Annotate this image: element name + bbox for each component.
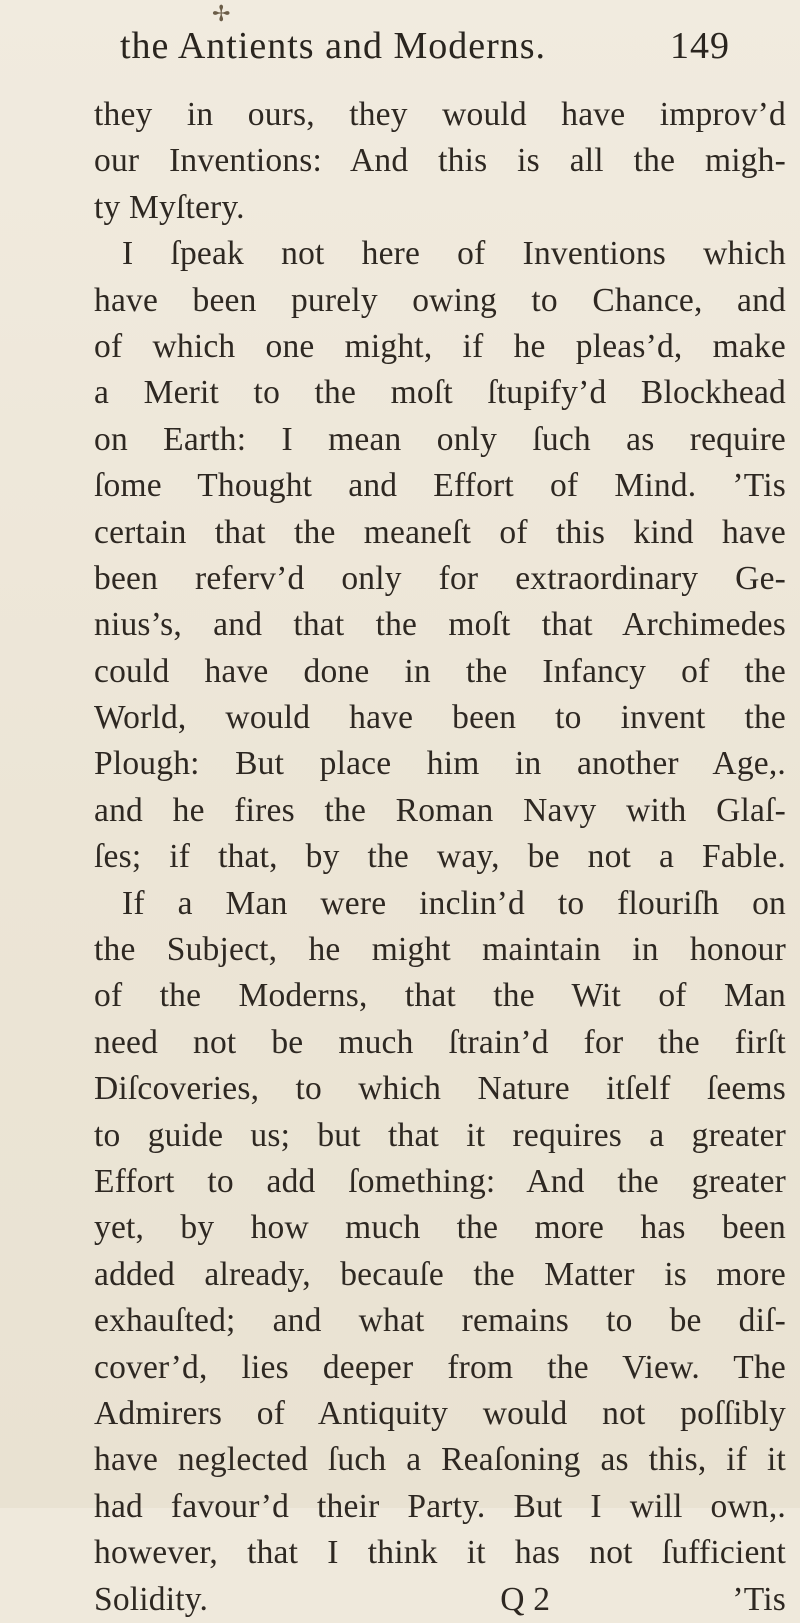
text-line: could have done in the Infancy of the: [94, 652, 786, 690]
text-line: exhauſted; and what remains to be diſ-: [94, 1302, 786, 1340]
text-line: the Subject, he might maintain in honour: [94, 931, 786, 969]
text-line: had favour’d their Party. But I will own,.: [94, 1487, 786, 1525]
text-line: added already, becauſe the Matter is more: [94, 1255, 786, 1293]
text-line: cover’d, lies deeper from the View. The: [94, 1348, 786, 1386]
text-line: Admirers of Antiquity would not poſſibly: [94, 1394, 786, 1432]
text-line: however, that I think it has not ſufficient: [94, 1534, 786, 1572]
text-line: a Merit to the moſt ſtupify’d Blockhead: [94, 374, 786, 412]
text-line: Plough: But place him in another Age,.: [94, 745, 786, 783]
text-line: our Inventions: And this is all the migh-: [94, 142, 786, 180]
catchword: ’Tis: [732, 1580, 786, 1618]
printer-ornament: ✢: [212, 2, 231, 27]
text-line: have been purely owing to Chance, and: [94, 281, 786, 319]
text-line: ſome Thought and Effort of Mind. ’Tis: [94, 467, 786, 505]
text-line: on Earth: I mean only ſuch as require: [94, 420, 786, 458]
signature-mark: Q 2: [500, 1580, 551, 1618]
running-title: the Antients and Moderns.: [120, 25, 547, 67]
body-text: [94, 92, 786, 1623]
text-line: been referv’d only for extraordinary Ge-: [94, 559, 786, 597]
text-line: certain that the meaneſt of this kind have: [94, 513, 786, 551]
page-number: 149: [670, 25, 730, 67]
text-line: nius’s, and that the moſt that Archimedes: [94, 606, 786, 644]
text-line: If a Man were inclin’d to flouriſh on: [122, 884, 786, 922]
text-line: need not be much ſtrain’d for the firſt: [94, 1023, 786, 1061]
text-line: World, would have been to invent the: [94, 699, 786, 737]
running-header: [120, 24, 730, 80]
text-line: ty Myſtery.: [94, 188, 245, 226]
text-line: ſes; if that, by the way, be not a Fable.: [94, 838, 786, 876]
text-line: Diſcoveries, to which Nature itſelf ſeems: [94, 1070, 786, 1108]
text-line: Effort to add ſomething: And the greater: [94, 1162, 786, 1200]
text-line: I ſpeak not here of Inventions which: [122, 235, 786, 273]
text-line: they in ours, they would have improv’d: [94, 96, 786, 133]
last-line: [94, 1577, 786, 1623]
text-line: have neglected ſuch a Reaſoning as this, if it: [94, 1441, 786, 1479]
text-line: to guide us; but that it requires a greater: [94, 1116, 786, 1154]
text-line: and he fires the Roman Navy with Glaſ-: [94, 791, 786, 829]
text-line: yet, by how much the more has been: [94, 1209, 786, 1247]
last-line-text: Solidity.: [94, 1580, 209, 1618]
text-line: of which one might, if he pleas’d, make: [94, 327, 786, 365]
text-line: of the Moderns, that the Wit of Man: [94, 977, 786, 1015]
